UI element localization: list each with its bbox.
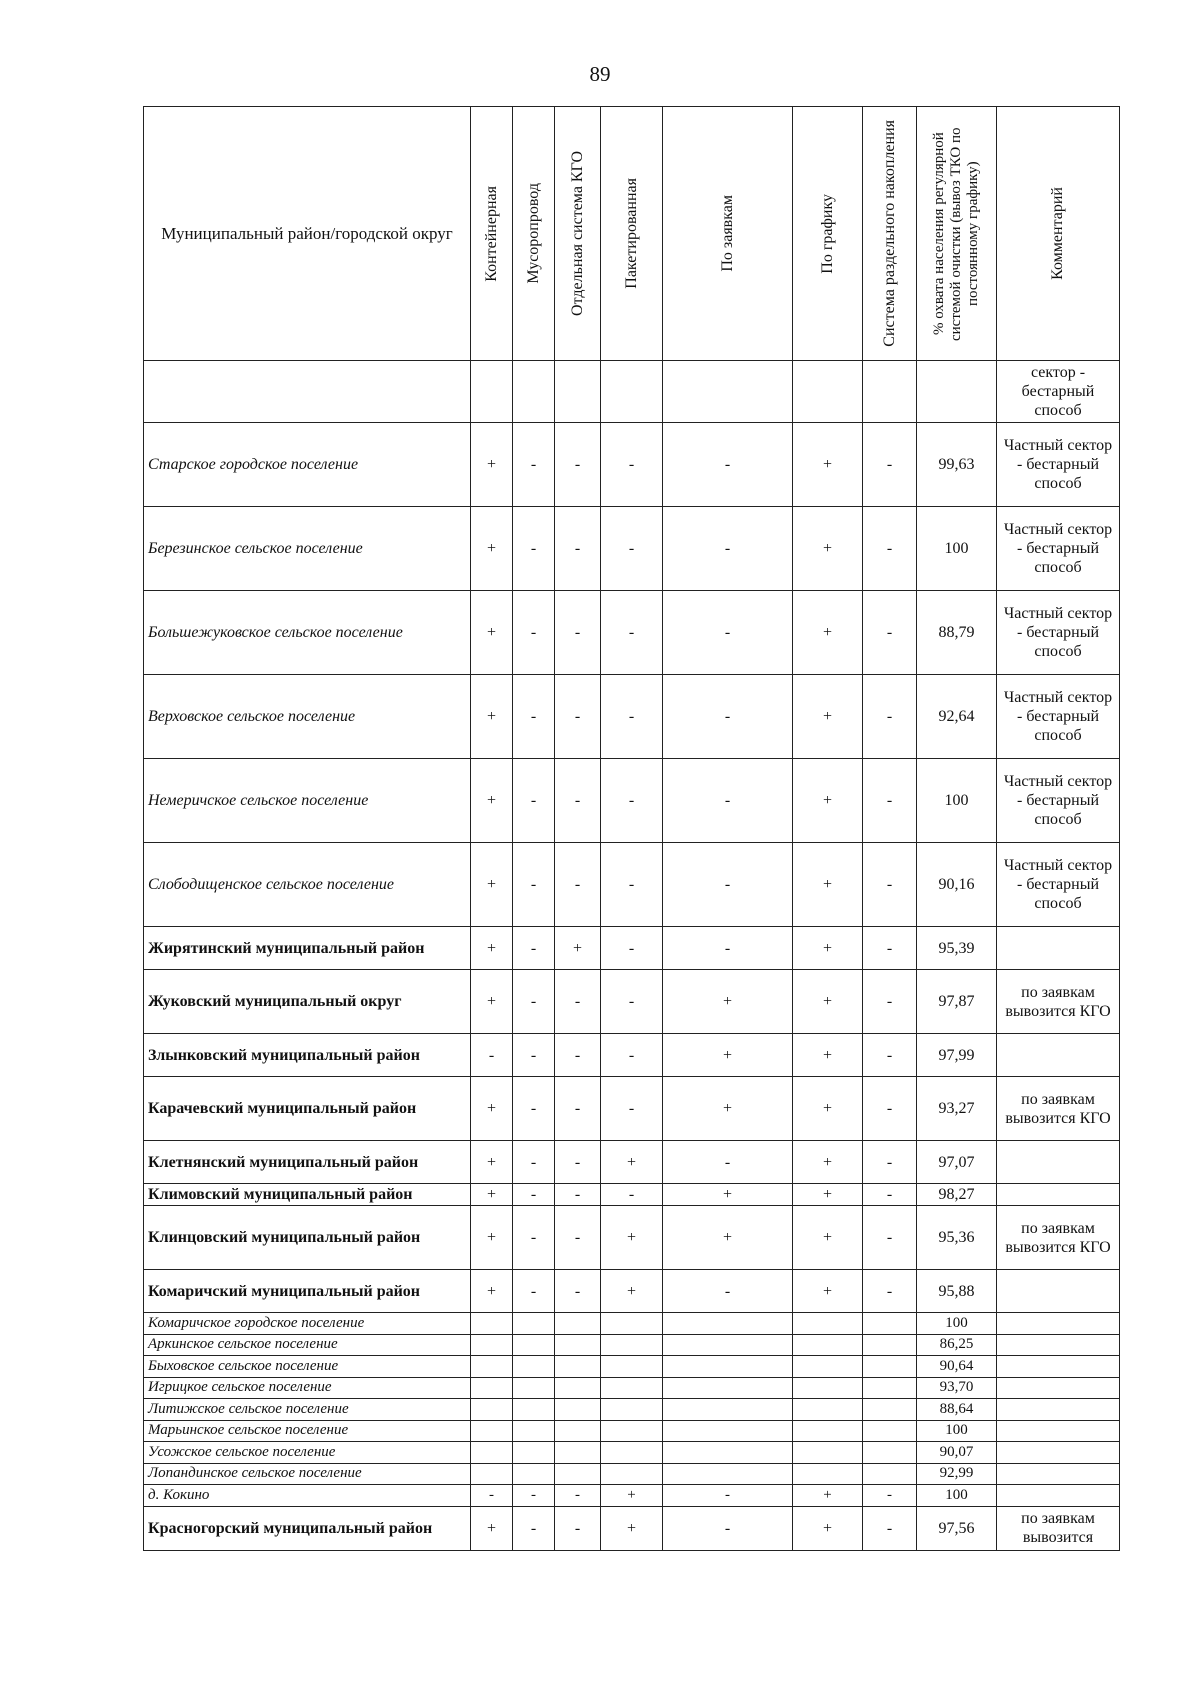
row-value: -	[863, 1485, 917, 1507]
header-row	[144, 107, 1120, 361]
row-value: -	[601, 927, 663, 970]
row-value	[513, 1420, 555, 1442]
row-value	[863, 1442, 917, 1464]
row-value: -	[601, 591, 663, 675]
row-value	[555, 1377, 601, 1399]
row-comment: по заявкам вывозится КГО	[997, 1206, 1120, 1270]
row-value: -	[663, 675, 793, 759]
row-value: +	[793, 843, 863, 927]
row-coverage: 95,36	[917, 1206, 997, 1270]
row-value	[863, 1399, 917, 1421]
row-value: +	[601, 1506, 663, 1550]
row-value: -	[863, 843, 917, 927]
row-value: +	[793, 1270, 863, 1313]
row-value	[863, 1377, 917, 1399]
table-body	[144, 361, 1120, 1551]
row-coverage: 100	[917, 1420, 997, 1442]
row-value	[471, 1463, 513, 1485]
row-value: -	[555, 507, 601, 591]
row-name: Старское городское поселение	[144, 423, 471, 507]
row-comment	[997, 1141, 1120, 1184]
row-name: Лопандинское сельское поселение	[144, 1463, 471, 1485]
row-value: -	[513, 423, 555, 507]
table-row	[144, 1463, 1120, 1485]
row-name: Быховское сельское поселение	[144, 1356, 471, 1378]
table-row	[144, 675, 1120, 759]
table-row	[144, 1442, 1120, 1464]
row-value: +	[793, 1506, 863, 1550]
row-value	[471, 1356, 513, 1378]
row-value: -	[555, 1141, 601, 1184]
row-value: +	[793, 1485, 863, 1507]
row-value: +	[793, 970, 863, 1034]
row-name: Клинцовский муниципальный район	[144, 1206, 471, 1270]
row-value: -	[513, 1184, 555, 1206]
row-value: -	[513, 591, 555, 675]
row-value: +	[471, 1077, 513, 1141]
row-value: -	[601, 1034, 663, 1077]
row-value: -	[513, 675, 555, 759]
row-value	[863, 1463, 917, 1485]
table-row	[144, 1313, 1120, 1335]
header-scheduled: По графику	[793, 107, 863, 361]
row-value	[513, 1463, 555, 1485]
row-coverage: 98,27	[917, 1184, 997, 1206]
table-row	[144, 1184, 1120, 1206]
table-row	[144, 970, 1120, 1034]
row-value: -	[513, 843, 555, 927]
row-comment	[997, 1334, 1120, 1356]
row-value: +	[793, 423, 863, 507]
row-value: +	[793, 1034, 863, 1077]
header-coverage: % охвата населения регулярной системой очистки (вывоз ТКО по постоянному графику)	[917, 107, 997, 361]
row-value	[863, 1420, 917, 1442]
row-value: +	[663, 1184, 793, 1206]
row-value: +	[601, 1141, 663, 1184]
row-coverage: 99,63	[917, 423, 997, 507]
row-value	[471, 361, 513, 423]
row-value	[863, 1356, 917, 1378]
row-value	[601, 1334, 663, 1356]
row-name: Немеричское сельское поселение	[144, 759, 471, 843]
row-comment: сектор - бестарный способ	[997, 361, 1120, 423]
row-value	[863, 1334, 917, 1356]
row-value: +	[471, 591, 513, 675]
row-name: Усожское сельское поселение	[144, 1442, 471, 1464]
row-value: +	[471, 1506, 513, 1550]
row-name: Верховское сельское поселение	[144, 675, 471, 759]
table-row	[144, 423, 1120, 507]
row-value: -	[663, 1506, 793, 1550]
row-coverage: 100	[917, 1485, 997, 1507]
row-value	[793, 1420, 863, 1442]
row-value: -	[863, 927, 917, 970]
row-comment: Частный сектор - бестарный способ	[997, 675, 1120, 759]
row-value: +	[793, 591, 863, 675]
row-name: Клетнянский муниципальный район	[144, 1141, 471, 1184]
table-row	[144, 1141, 1120, 1184]
row-value	[513, 361, 555, 423]
row-value: +	[793, 1206, 863, 1270]
row-value: +	[555, 927, 601, 970]
row-name: д. Кокино	[144, 1485, 471, 1507]
row-value: -	[555, 970, 601, 1034]
row-coverage: 97,87	[917, 970, 997, 1034]
row-value: -	[555, 675, 601, 759]
row-value	[513, 1356, 555, 1378]
row-value: -	[513, 1485, 555, 1507]
row-value: -	[555, 1506, 601, 1550]
row-value	[601, 361, 663, 423]
row-name: Литижское сельское поселение	[144, 1399, 471, 1421]
table-row	[144, 843, 1120, 927]
row-value	[601, 1420, 663, 1442]
row-value: -	[601, 1184, 663, 1206]
row-value: +	[793, 507, 863, 591]
row-name: Большежуковское сельское поселение	[144, 591, 471, 675]
row-value	[555, 1313, 601, 1335]
table-row	[144, 1420, 1120, 1442]
row-value: -	[863, 1034, 917, 1077]
row-value: -	[555, 1485, 601, 1507]
header-comment: Комментарий	[997, 107, 1120, 361]
row-value	[793, 1356, 863, 1378]
header-name: Муниципальный район/городской округ	[144, 107, 471, 361]
row-value	[863, 361, 917, 423]
row-value: -	[863, 1206, 917, 1270]
row-comment: Частный сектор - бестарный способ	[997, 759, 1120, 843]
row-value: -	[513, 1141, 555, 1184]
row-comment	[997, 1356, 1120, 1378]
row-value	[663, 1356, 793, 1378]
row-comment	[997, 1184, 1120, 1206]
row-value: -	[601, 1077, 663, 1141]
row-coverage: 92,99	[917, 1463, 997, 1485]
row-coverage: 92,64	[917, 675, 997, 759]
row-value: +	[793, 675, 863, 759]
row-coverage: 93,27	[917, 1077, 997, 1141]
row-value: -	[863, 591, 917, 675]
row-coverage: 88,64	[917, 1399, 997, 1421]
table-row	[144, 1506, 1120, 1550]
row-value: -	[471, 1034, 513, 1077]
row-value: -	[513, 1270, 555, 1313]
row-value	[663, 1377, 793, 1399]
row-value: -	[555, 1034, 601, 1077]
row-value	[513, 1399, 555, 1421]
row-value: -	[555, 591, 601, 675]
row-value: -	[513, 1077, 555, 1141]
row-value: +	[471, 675, 513, 759]
row-coverage	[917, 361, 997, 423]
row-comment: по заявкам вывозится	[997, 1506, 1120, 1550]
row-value: -	[513, 1206, 555, 1270]
header-kgo: Отдельная система КГО	[555, 107, 601, 361]
row-name	[144, 361, 471, 423]
row-value: +	[793, 1141, 863, 1184]
row-value	[601, 1399, 663, 1421]
table-row	[144, 1334, 1120, 1356]
row-value: -	[555, 843, 601, 927]
row-value	[601, 1442, 663, 1464]
row-value: -	[663, 507, 793, 591]
row-value	[793, 1399, 863, 1421]
row-coverage: 93,70	[917, 1377, 997, 1399]
row-comment: Частный сектор - бестарный способ	[997, 423, 1120, 507]
row-comment	[997, 1399, 1120, 1421]
row-value	[513, 1377, 555, 1399]
row-comment: по заявкам вывозится КГО	[997, 1077, 1120, 1141]
header-bagged: Пакетированная	[601, 107, 663, 361]
row-coverage: 97,07	[917, 1141, 997, 1184]
row-comment	[997, 1270, 1120, 1313]
row-value: -	[555, 1184, 601, 1206]
row-name: Аркинское сельское поселение	[144, 1334, 471, 1356]
row-coverage: 90,07	[917, 1442, 997, 1464]
row-value: +	[471, 843, 513, 927]
row-value: +	[471, 970, 513, 1034]
row-value	[555, 1420, 601, 1442]
row-value: +	[601, 1206, 663, 1270]
row-value: -	[601, 423, 663, 507]
table-row	[144, 1034, 1120, 1077]
row-value: -	[663, 1141, 793, 1184]
row-value: -	[863, 1506, 917, 1550]
row-comment	[997, 1034, 1120, 1077]
row-name: Климовский муниципальный район	[144, 1184, 471, 1206]
row-coverage: 90,16	[917, 843, 997, 927]
row-value: +	[471, 507, 513, 591]
row-value	[663, 1313, 793, 1335]
row-value: +	[471, 1206, 513, 1270]
row-value: +	[471, 759, 513, 843]
row-value	[471, 1420, 513, 1442]
table-row	[144, 361, 1120, 423]
row-value	[601, 1313, 663, 1335]
row-name: Жуковский муниципальный округ	[144, 970, 471, 1034]
table-row	[144, 1399, 1120, 1421]
row-value: +	[601, 1270, 663, 1313]
row-value	[663, 1399, 793, 1421]
row-value	[601, 1377, 663, 1399]
row-value	[793, 1334, 863, 1356]
table-row	[144, 1485, 1120, 1507]
row-value: -	[663, 927, 793, 970]
row-name: Красногорский муниципальный район	[144, 1506, 471, 1550]
row-value: -	[555, 759, 601, 843]
row-value	[471, 1399, 513, 1421]
row-coverage: 100	[917, 507, 997, 591]
row-value: +	[793, 1184, 863, 1206]
row-value	[663, 1334, 793, 1356]
table-row	[144, 1270, 1120, 1313]
row-value: -	[555, 423, 601, 507]
row-comment: Частный сектор - бестарный способ	[997, 591, 1120, 675]
header-container: Контейнерная	[471, 107, 513, 361]
row-value	[663, 1442, 793, 1464]
row-value	[555, 1334, 601, 1356]
row-comment	[997, 927, 1120, 970]
row-comment: Частный сектор - бестарный способ	[997, 843, 1120, 927]
row-name: Марьинское сельское поселение	[144, 1420, 471, 1442]
table-row	[144, 1377, 1120, 1399]
row-name: Слободищенское сельское поселение	[144, 843, 471, 927]
table-row	[144, 507, 1120, 591]
row-value: -	[863, 1141, 917, 1184]
row-coverage: 100	[917, 759, 997, 843]
table-row	[144, 1356, 1120, 1378]
row-value: +	[663, 1077, 793, 1141]
page-number: 89	[589, 62, 611, 86]
row-value: -	[863, 1270, 917, 1313]
row-coverage: 86,25	[917, 1334, 997, 1356]
row-comment	[997, 1313, 1120, 1335]
row-value	[471, 1334, 513, 1356]
row-value: -	[863, 759, 917, 843]
row-value: -	[513, 507, 555, 591]
row-value: +	[471, 423, 513, 507]
row-value: -	[863, 507, 917, 591]
row-value	[663, 361, 793, 423]
row-value	[555, 1356, 601, 1378]
row-value: -	[663, 843, 793, 927]
row-coverage: 95,88	[917, 1270, 997, 1313]
row-value: -	[863, 675, 917, 759]
row-value	[471, 1442, 513, 1464]
row-value: -	[601, 507, 663, 591]
row-value: +	[663, 1206, 793, 1270]
row-value	[471, 1377, 513, 1399]
row-comment: по заявкам вывозится КГО	[997, 970, 1120, 1034]
row-value: -	[663, 423, 793, 507]
row-value: -	[471, 1485, 513, 1507]
row-name: Березинское сельское поселение	[144, 507, 471, 591]
row-comment	[997, 1377, 1120, 1399]
row-coverage: 90,64	[917, 1356, 997, 1378]
row-value: +	[793, 927, 863, 970]
header-separate: Система раздельного накопления	[863, 107, 917, 361]
row-value	[663, 1463, 793, 1485]
row-value: -	[555, 1077, 601, 1141]
row-value: -	[663, 1485, 793, 1507]
row-value: -	[863, 1184, 917, 1206]
row-name: Карачевский муниципальный район	[144, 1077, 471, 1141]
row-value	[601, 1463, 663, 1485]
row-comment	[997, 1442, 1120, 1464]
row-name: Злынковский муниципальный район	[144, 1034, 471, 1077]
row-name: Жирятинский муниципальный район	[144, 927, 471, 970]
row-value	[793, 1377, 863, 1399]
row-comment: Частный сектор - бестарный способ	[997, 507, 1120, 591]
row-value: +	[663, 970, 793, 1034]
row-comment	[997, 1463, 1120, 1485]
table-row	[144, 759, 1120, 843]
row-coverage: 97,56	[917, 1506, 997, 1550]
row-value: -	[663, 591, 793, 675]
row-value: -	[513, 1506, 555, 1550]
table-row	[144, 1206, 1120, 1270]
row-value: -	[555, 1270, 601, 1313]
row-value: +	[471, 1141, 513, 1184]
row-value: +	[793, 1077, 863, 1141]
table-row	[144, 1077, 1120, 1141]
row-value: -	[513, 970, 555, 1034]
row-value: +	[471, 1270, 513, 1313]
header-chute: Мусоропровод	[513, 107, 555, 361]
row-value	[555, 1399, 601, 1421]
row-comment	[997, 1485, 1120, 1507]
row-value	[471, 1313, 513, 1335]
row-value	[793, 1442, 863, 1464]
row-value	[863, 1313, 917, 1335]
row-name: Комаричское городское поселение	[144, 1313, 471, 1335]
row-value: -	[863, 1077, 917, 1141]
row-value: -	[601, 675, 663, 759]
row-name: Игрицкое сельское поселение	[144, 1377, 471, 1399]
row-value: -	[863, 423, 917, 507]
row-value	[513, 1442, 555, 1464]
row-value	[555, 361, 601, 423]
row-value	[555, 1442, 601, 1464]
row-value: +	[471, 1184, 513, 1206]
row-value: -	[863, 970, 917, 1034]
row-value: -	[663, 759, 793, 843]
row-value	[663, 1420, 793, 1442]
row-value: +	[793, 759, 863, 843]
row-value	[601, 1356, 663, 1378]
row-value: -	[513, 927, 555, 970]
row-coverage: 100	[917, 1313, 997, 1335]
row-value: -	[663, 1270, 793, 1313]
header-on-request: По заявкам	[663, 107, 793, 361]
row-value: -	[513, 1034, 555, 1077]
row-value: -	[601, 759, 663, 843]
row-name: Комаричский муниципальный район	[144, 1270, 471, 1313]
row-value: -	[513, 759, 555, 843]
row-value: +	[601, 1485, 663, 1507]
table-row	[144, 591, 1120, 675]
table-row	[144, 927, 1120, 970]
row-value	[555, 1463, 601, 1485]
row-value	[793, 361, 863, 423]
row-comment	[997, 1420, 1120, 1442]
row-value	[513, 1334, 555, 1356]
row-value	[513, 1313, 555, 1335]
row-value: -	[555, 1206, 601, 1270]
row-coverage: 95,39	[917, 927, 997, 970]
row-value	[793, 1313, 863, 1335]
row-value: -	[601, 843, 663, 927]
row-coverage: 97,99	[917, 1034, 997, 1077]
row-value: -	[601, 970, 663, 1034]
row-value	[793, 1463, 863, 1485]
row-coverage: 88,79	[917, 591, 997, 675]
row-value: +	[663, 1034, 793, 1077]
row-value: +	[471, 927, 513, 970]
waste-collection-table	[143, 106, 1120, 1551]
